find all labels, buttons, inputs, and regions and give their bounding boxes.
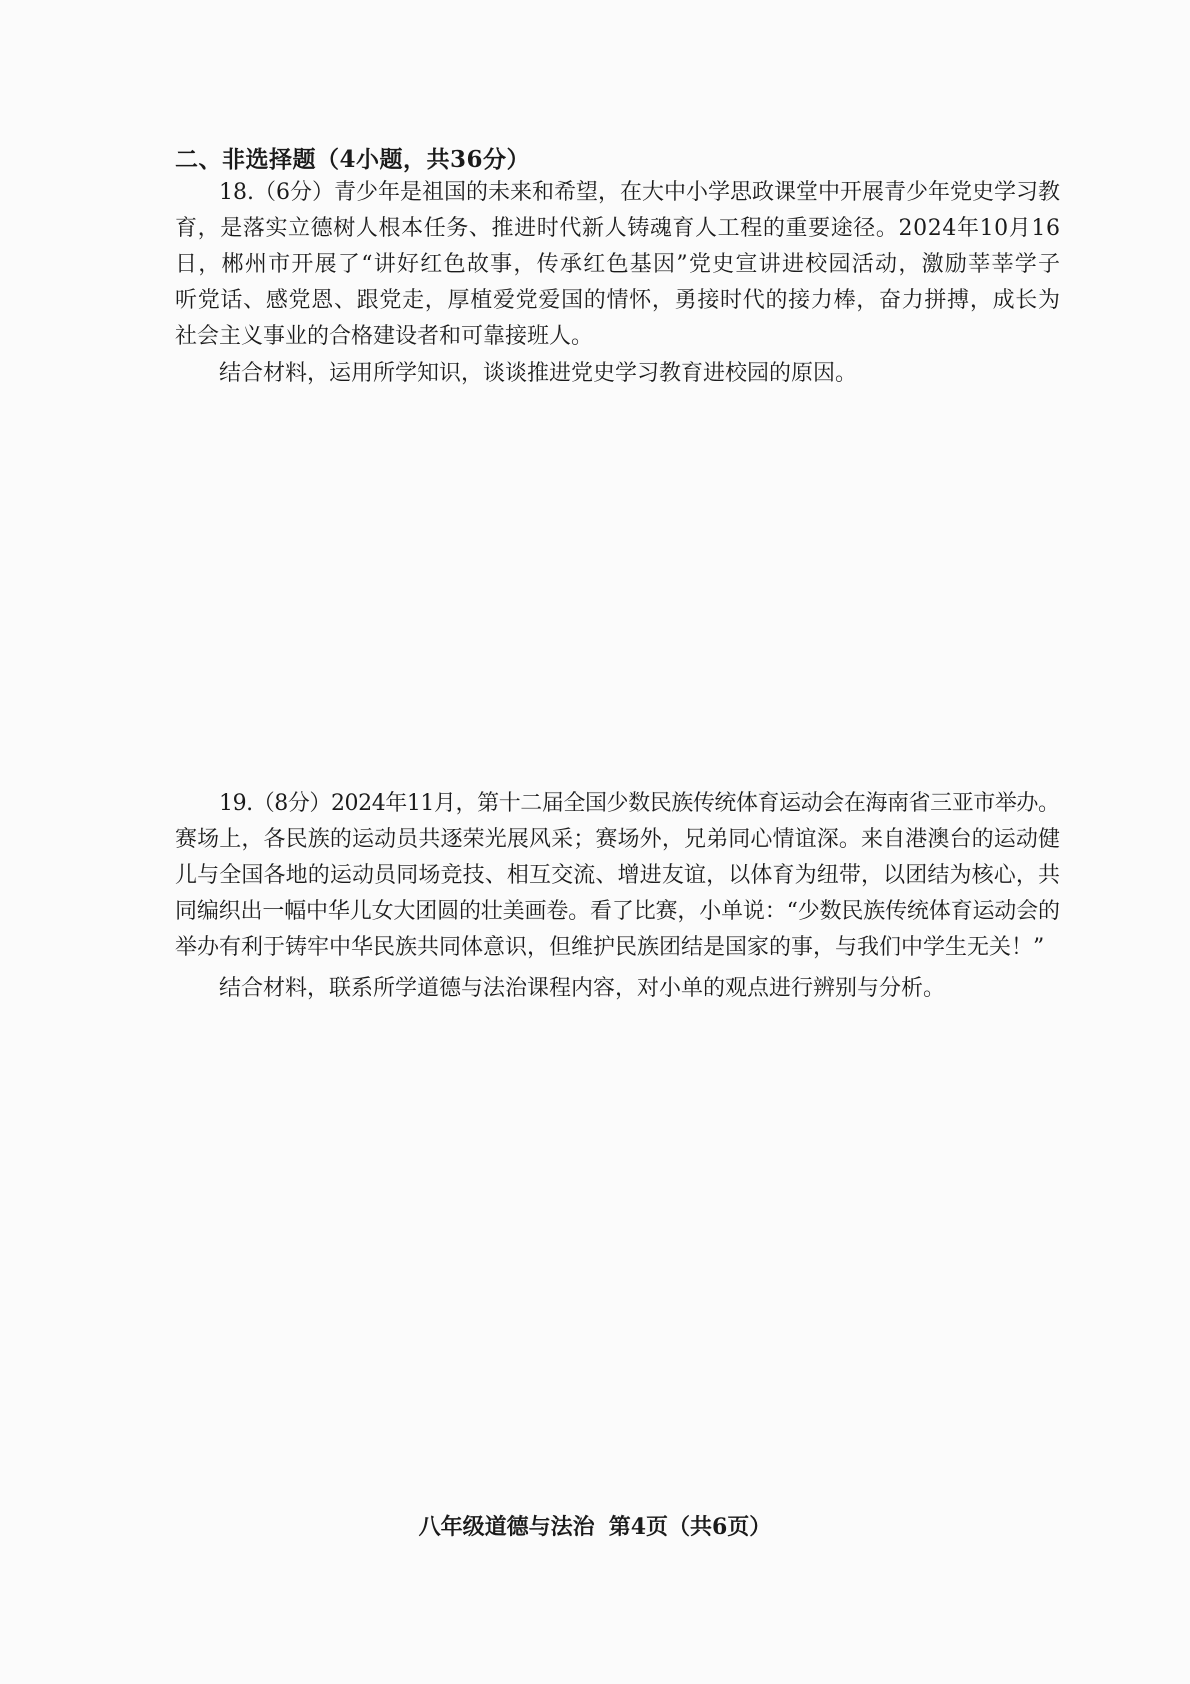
question-18-line-3: 日，郴州市开展了“讲好红色故事，传承红色基因”党史宣讲进校园活动，激励莘莘学子: [175, 252, 1062, 277]
question-18-line-1: 18.（6分）青少年是祖国的未来和希望，在大中小学思政课堂中开展青少年党史学习教: [219, 180, 1060, 205]
footer-page-number: 第4页（共6页）: [608, 1514, 772, 1540]
question-18: [175, 175, 1060, 393]
section-heading: 二、非选择题（4小题，共36分）: [175, 146, 531, 173]
question-19-line-4: 同编织出一幅中华儿女大团圆的壮美画卷。看了比赛，小单说：“少数民族传统体育运动会的: [175, 899, 1060, 924]
question-19-line-3: 儿与全国各地的运动员同场竞技、相互交流、增进友谊，以体育为纽带，以团结为核心，共: [175, 863, 1061, 888]
question-19-line-2: 赛场上，各民族的运动员共逐荣光展风采；赛场外，兄弟同心情谊深。来自港澳台的运动健: [175, 827, 1061, 852]
footer-subject: 八年级道德与法治: [418, 1514, 595, 1540]
question-19-line-5: 举办有利于铸牢中华民族共同体意识，但维护民族团结是国家的事，与我们中学生无关！”: [175, 935, 1045, 960]
question-19-prompt: 结合材料，联系所学道德与法治课程内容，对小单的观点进行辨别与分析。: [219, 976, 946, 1001]
page-footer: [0, 1510, 1190, 1541]
question-18-prompt: 结合材料，运用所学知识，谈谈推进党史学习教育进校园的原因。: [219, 361, 858, 386]
question-19-line-1: 19.（8分）2024年11月，第十二届全国少数民族传统体育运动会在海南省三亚市举办。: [219, 791, 1060, 816]
question-19: [175, 786, 1060, 1008]
question-18-line-4: 听党话、感党恩、跟党走，厚植爱党爱国的情怀，勇接时代的接力棒，奋力拼搏，成长为: [175, 288, 1061, 313]
question-18-line-5: 社会主义事业的合格建设者和可靠接班人。: [175, 324, 594, 349]
question-18-line-2: 育，是落实立德树人根本任务、推进时代新人铸魂育人工程的重要途径。2024年10月16: [175, 216, 1061, 241]
